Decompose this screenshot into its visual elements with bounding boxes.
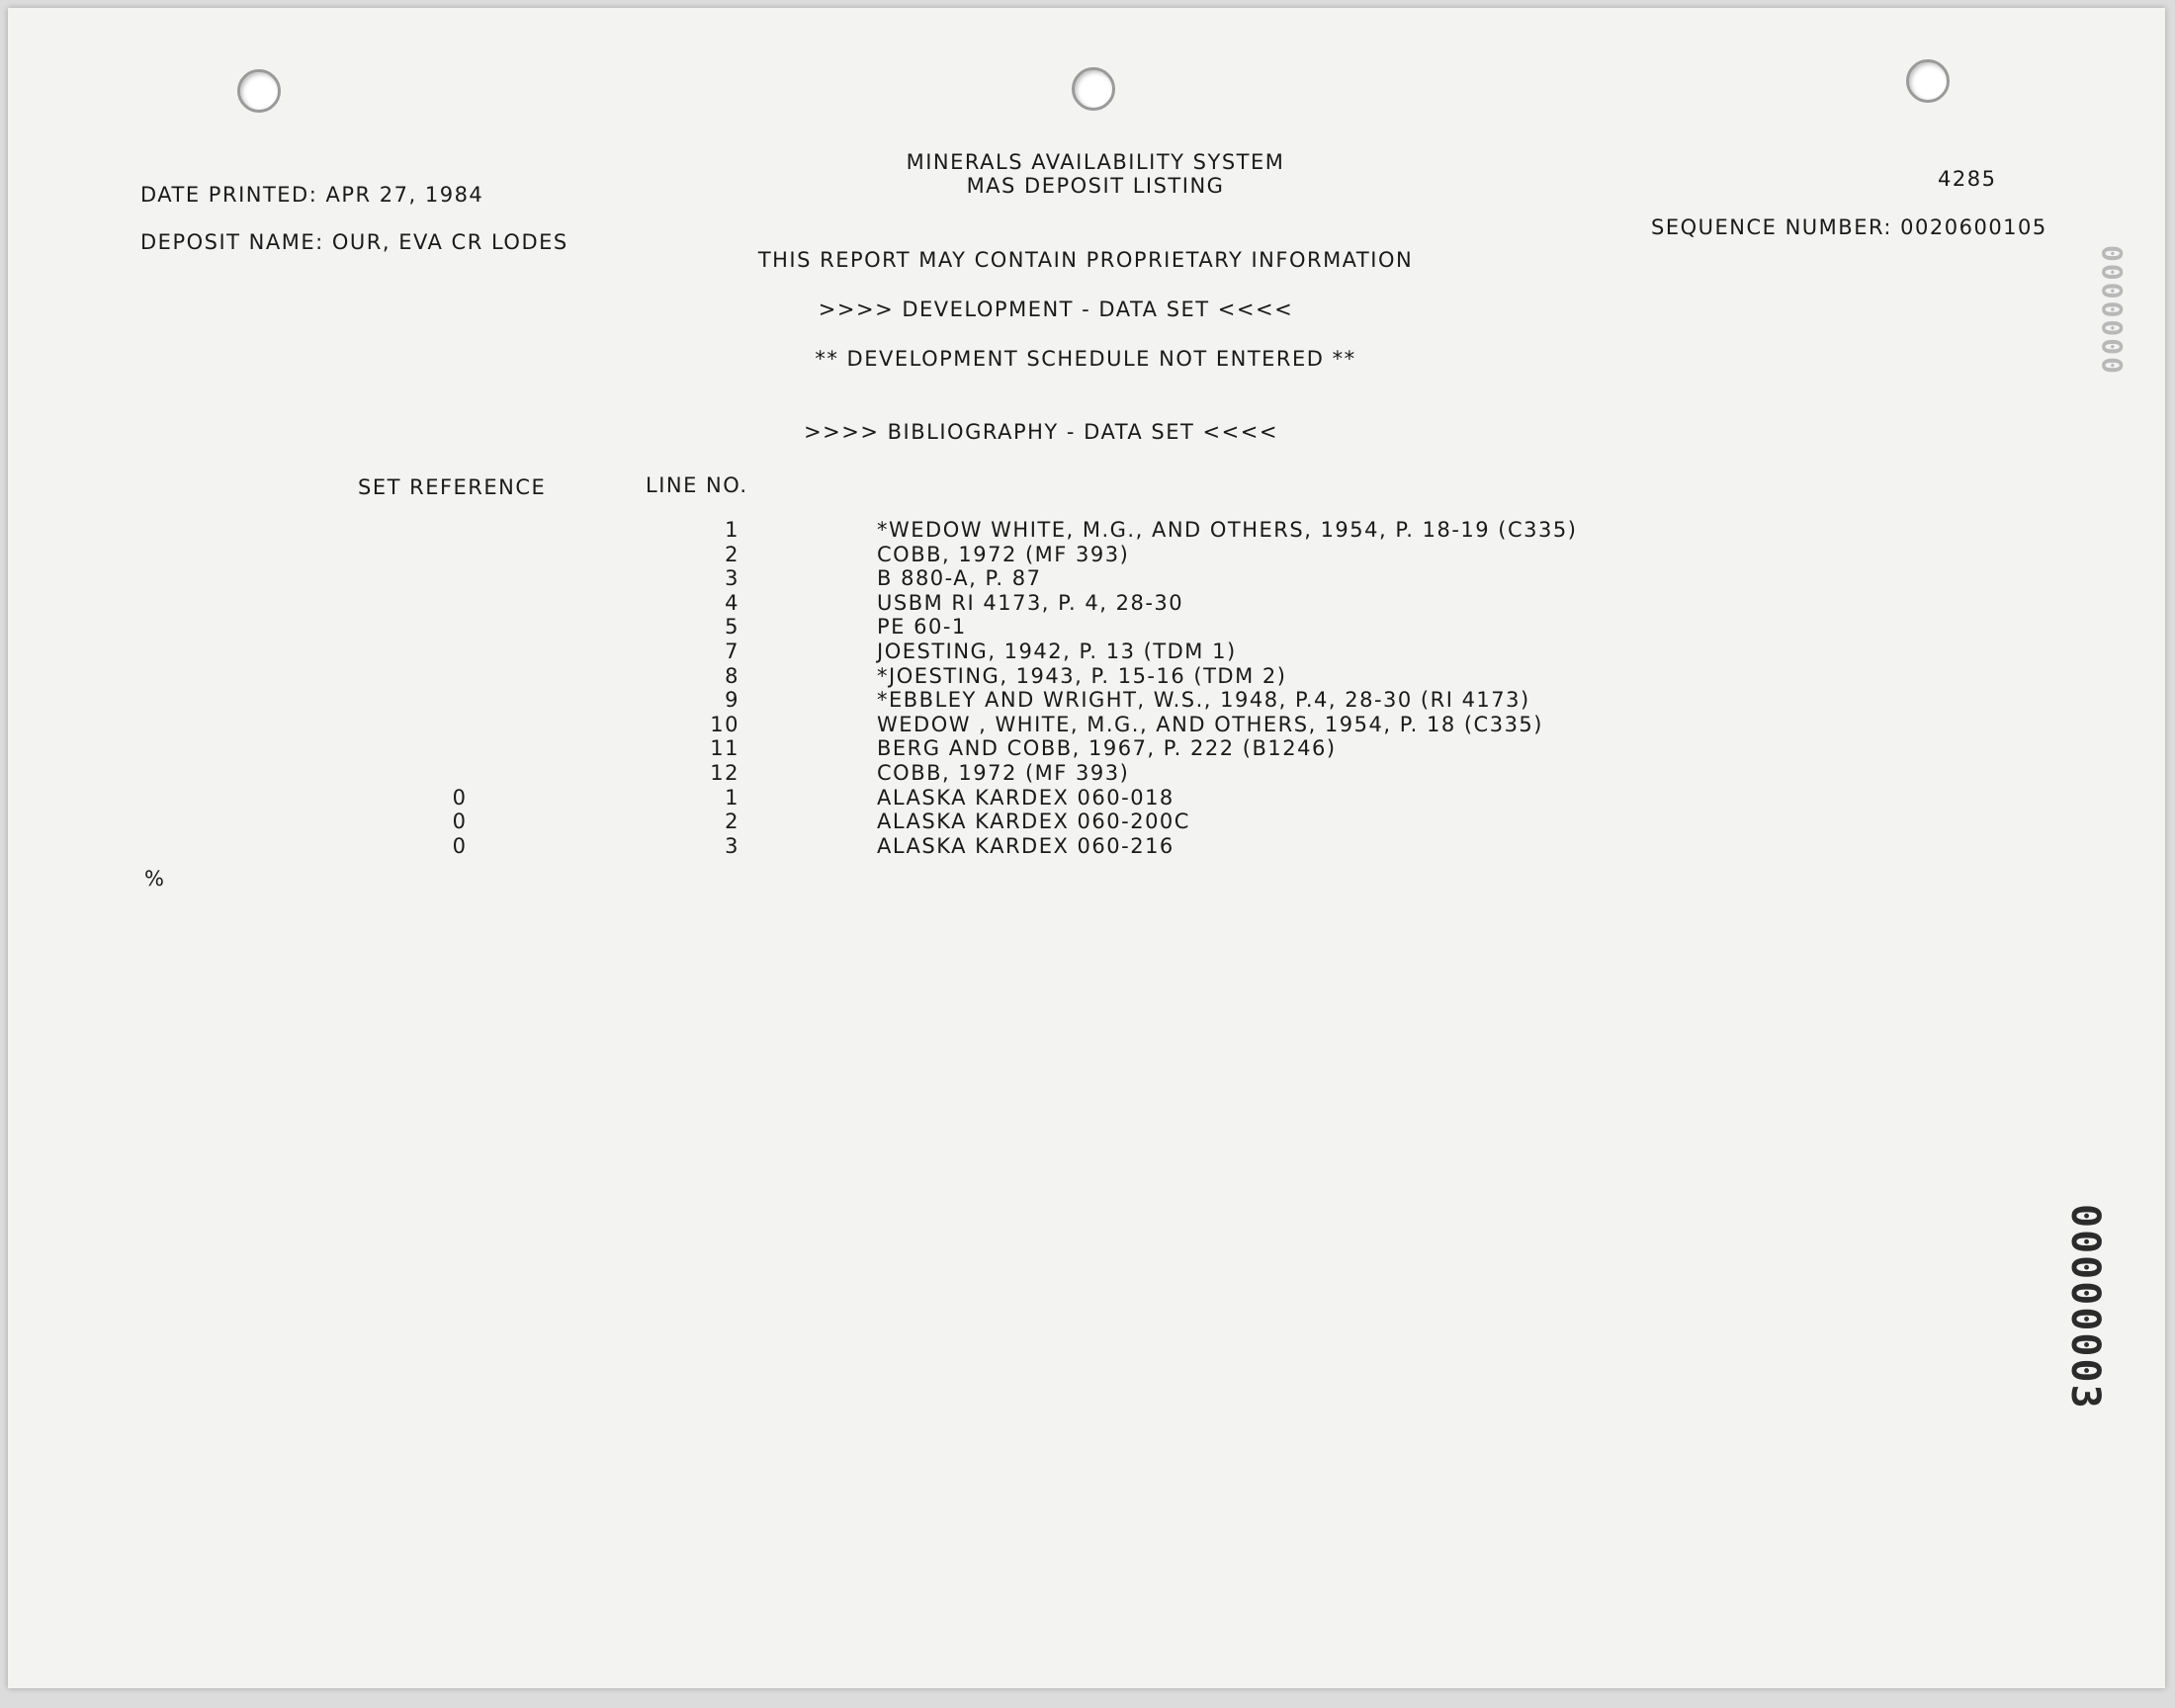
- line-number-cell: 3: [725, 833, 740, 858]
- line-number-cell: 5: [725, 615, 740, 640]
- reference-text-cell: *WEDOW WHITE, M.G., AND OTHERS, 1954, P. 18-19 (C335): [877, 518, 1578, 542]
- reference-text-cell: B 880-A, P. 87: [877, 566, 1042, 591]
- reference-text-cell: USBM RI 4173, P. 4, 28-30: [877, 590, 1184, 615]
- line-number-cell: 2: [725, 810, 740, 834]
- development-heading: >>>> DEVELOPMENT - DATA SET <<<<: [818, 298, 1294, 321]
- microfilm-frame-stamp-upper: 0000000: [2096, 245, 2129, 377]
- punch-hole-right: [1906, 59, 1950, 103]
- set-reference-cell: 0: [452, 785, 468, 810]
- column-header-line-no: LINE NO.: [646, 473, 748, 497]
- development-note: ** DEVELOPMENT SCHEDULE NOT ENTERED **: [815, 347, 1356, 371]
- reference-text-cell: JOESTING, 1942, P. 13 (TDM 1): [877, 639, 1237, 663]
- reference-text-cell: BERG AND COBB, 1967, P. 222 (B1246): [877, 736, 1337, 761]
- list-item: [8, 591, 2165, 616]
- deposit-name: DEPOSIT NAME: OUR, EVA CR LODES: [140, 230, 568, 254]
- proprietary-notice: THIS REPORT MAY CONTAIN PROPRIETARY INFORMATION: [757, 248, 1414, 272]
- reference-text-cell: COBB, 1972 (MF 393): [877, 542, 1130, 566]
- line-number-cell: 1: [725, 518, 740, 542]
- list-item: [8, 786, 2165, 811]
- listing-title: MAS DEPOSIT LISTING: [966, 174, 1225, 198]
- list-item: [8, 834, 2165, 859]
- punch-hole-left: [237, 69, 281, 113]
- list-item: [8, 518, 2165, 543]
- list-item: [8, 688, 2165, 713]
- reference-text-cell: *JOESTING, 1943, P. 15-16 (TDM 2): [877, 663, 1287, 688]
- reference-text-cell: ALASKA KARDEX 060-200C: [877, 810, 1190, 834]
- page-number: 4285: [1938, 167, 1997, 191]
- end-marker: %: [144, 867, 164, 891]
- system-title: MINERALS AVAILABILITY SYSTEM: [906, 150, 1285, 174]
- line-number-cell: 9: [725, 688, 740, 713]
- list-item: [8, 566, 2165, 591]
- microfilm-frame-stamp-lower: 00000003: [2062, 1204, 2108, 1410]
- punch-hole-center: [1072, 67, 1115, 111]
- list-item: [8, 543, 2165, 567]
- column-header-set-reference: SET REFERENCE: [358, 475, 547, 499]
- line-number-cell: 8: [725, 663, 740, 688]
- line-number-cell: 7: [725, 639, 740, 663]
- reference-text-cell: ALASKA KARDEX 060-216: [877, 833, 1174, 858]
- list-item: [8, 713, 2165, 737]
- set-reference-cell: 0: [452, 833, 468, 858]
- bibliography-list: [8, 518, 2165, 858]
- reference-text-cell: PE 60-1: [877, 615, 967, 640]
- list-item: [8, 615, 2165, 640]
- bibliography-heading: >>>> BIBLIOGRAPHY - DATA SET <<<<: [804, 420, 1278, 444]
- line-number-cell: 4: [725, 590, 740, 615]
- reference-text-cell: WEDOW , WHITE, M.G., AND OTHERS, 1954, P. 18 (C335): [877, 712, 1543, 736]
- reference-text-cell: ALASKA KARDEX 060-018: [877, 785, 1174, 810]
- list-item: [8, 810, 2165, 834]
- reference-text-cell: COBB, 1972 (MF 393): [877, 760, 1130, 785]
- list-item: [8, 736, 2165, 761]
- set-reference-cell: 0: [452, 810, 468, 834]
- line-number-cell: 2: [725, 542, 740, 566]
- line-number-cell: 10: [710, 712, 740, 736]
- list-item: [8, 761, 2165, 786]
- line-number-cell: 3: [725, 566, 740, 591]
- line-number-cell: 1: [725, 785, 740, 810]
- list-item: [8, 664, 2165, 689]
- sequence-number: SEQUENCE NUMBER: 0020600105: [1651, 215, 2047, 239]
- list-item: [8, 640, 2165, 664]
- line-number-cell: 12: [710, 760, 740, 785]
- printout-page: [8, 8, 2165, 1688]
- date-printed: DATE PRINTED: APR 27, 1984: [140, 183, 484, 207]
- reference-text-cell: *EBBLEY AND WRIGHT, W.S., 1948, P.4, 28-30 (RI 4173): [877, 688, 1530, 713]
- line-number-cell: 11: [710, 736, 740, 761]
